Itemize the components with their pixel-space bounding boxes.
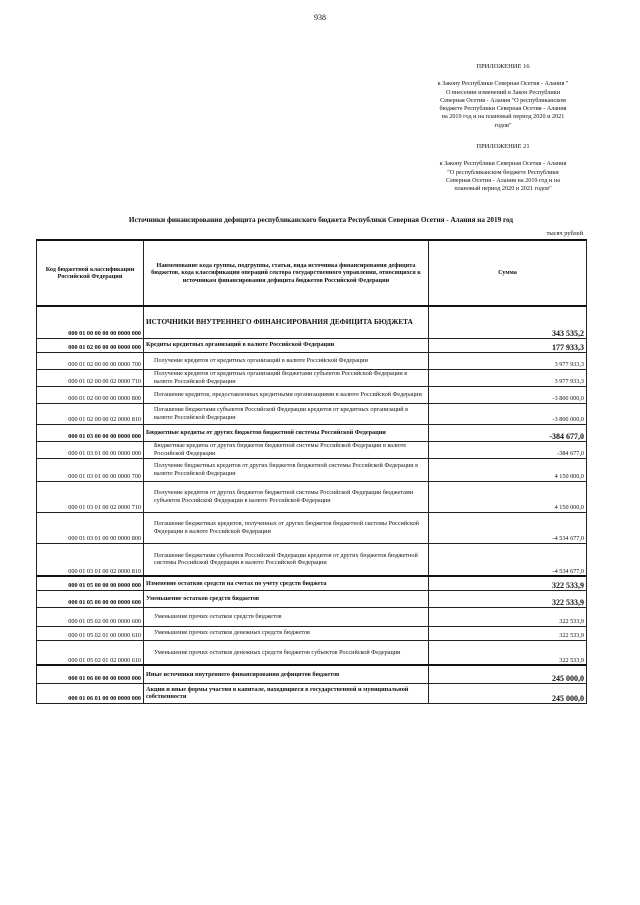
cell-sum: 4 150 000,0: [429, 481, 587, 512]
financing-sources-table: [36, 239, 587, 704]
appendix-line: "О республиканском бюджете Республики: [447, 168, 559, 176]
cell-name: Уменьшение прочих остатков денежных средств бюджетов: [144, 626, 429, 640]
header-sum: Сумма: [429, 240, 587, 306]
cell-code: 000 01 05 02 01 00 0000 610: [37, 626, 144, 640]
cell-name: Погашение бюджетных кредитов, полученных от других бюджетов бюджетной системы Российской Федерации в валюте Российской Федерации: [144, 512, 429, 543]
cell-sum: 3 977 933,3: [429, 352, 587, 369]
appendix-line: бюджете Республики Северная Осетия - Алания: [439, 105, 567, 113]
document-title: Источники финансирования дефицита республиканского бюджета Республики Северная Осетия - Алания на 2019 год: [128, 216, 514, 224]
cell-name: Получение бюджетных кредитов от других бюджетов бюджетной системы Российской Федерации в валюте Российской Федерации: [144, 458, 429, 481]
cell-sum: 3 977 933,3: [429, 369, 587, 386]
cell-sum: 343 535,2: [429, 306, 587, 338]
appendix-16-block: [418, 63, 588, 130]
cell-sum: 4 150 000,0: [429, 458, 587, 481]
table-row: [37, 369, 587, 386]
cell-name: Уменьшение прочих остатков денежных средств бюджетов субъектов Российской Федерации: [144, 640, 429, 665]
appendix-line: О внесении изменений в Закон Республики: [445, 88, 561, 96]
table-row: [37, 640, 587, 665]
appendix-16-heading: ПРИЛОЖЕНИЕ 16: [476, 63, 530, 70]
cell-sum: 322 533,9: [429, 590, 587, 607]
cell-code: 000 01 02 00 00 00 0000 000: [37, 338, 144, 352]
cell-code: 000 01 03 01 00 00 0000 000: [37, 441, 144, 458]
cell-sum: -3 800 000,0: [429, 403, 587, 424]
cell-code: 000 01 03 01 00 02 0000 710: [37, 481, 144, 512]
cell-name: Получение кредитов от кредитных организаций в валюте Российской Федерации: [144, 352, 429, 369]
table-body: [37, 306, 587, 703]
cell-sum: 245 000,0: [429, 665, 587, 683]
cell-name: Получение кредитов от кредитных организаций бюджетами субъектов Российской Федерации в валюте Российской Федерации: [144, 369, 429, 386]
page-number: 938: [314, 13, 326, 22]
header-code: Код бюджетной классификации Российской Федерации: [37, 240, 144, 306]
cell-code: 000 01 05 02 01 02 0000 610: [37, 640, 144, 665]
cell-code: 000 01 05 00 00 00 0000 000: [37, 576, 144, 590]
table-row: [37, 403, 587, 424]
cell-name: Бюджетные кредиты от других бюджетов бюджетной системы Российской Федерации в валюте Российской Федерации: [144, 441, 429, 458]
units-label: тысяч рублей: [546, 230, 583, 237]
cell-code: 000 01 02 00 00 02 0000 810: [37, 403, 144, 424]
cell-sum: 322 533,9: [429, 640, 587, 665]
cell-sum: 322 533,9: [429, 607, 587, 626]
table-row: [37, 512, 587, 543]
table-header-row: [37, 240, 587, 306]
cell-code: 000 01 03 01 00 02 0000 810: [37, 543, 144, 576]
table-row: [37, 424, 587, 441]
appendix-line: годов": [494, 121, 512, 129]
table-row: [37, 352, 587, 369]
appendix-21-heading: ПРИЛОЖЕНИЕ 21: [476, 143, 530, 150]
cell-code: 000 01 05 02 00 00 0000 600: [37, 607, 144, 626]
appendix-line: плановый период 2020 и 2021 годов": [454, 185, 552, 193]
cell-code: 000 01 02 00 00 00 0000 700: [37, 352, 144, 369]
cell-name: Уменьшение прочих остатков средств бюджетов: [144, 607, 429, 626]
table-row: [37, 306, 587, 338]
cell-sum: 322 533,9: [429, 626, 587, 640]
cell-code: 000 01 05 00 00 00 0000 600: [37, 590, 144, 607]
cell-name: Акции и иные формы участия в капитале, находящиеся в государственной и муниципальной собственности: [144, 683, 429, 703]
appendix-16-lines: [418, 80, 588, 130]
table-row: [37, 626, 587, 640]
header-name: Наименование кода группы, подгруппы, статьи, вида источника финансирования дефицита бюджетов, кода классификации операций сектора государственного управления, относящихся к источникам финансирования дефицита бюджетов Российской Федерации: [144, 240, 429, 306]
appendix-line: Северная Осетия - Алания "О республиканском: [440, 96, 566, 104]
cell-code: 000 01 02 00 00 02 0000 710: [37, 369, 144, 386]
cell-code: 000 01 03 01 00 00 0000 700: [37, 458, 144, 481]
cell-sum: 322 533,9: [429, 576, 587, 590]
cell-name: ИСТОЧНИКИ ВНУТРЕННЕГО ФИНАНСИРОВАНИЯ ДЕФИЦИТА БЮДЖЕТА: [144, 306, 429, 338]
appendix-line: Северная Осетия - Алания на 2019 год и на: [446, 176, 560, 184]
cell-code: 000 01 03 01 00 00 0000 800: [37, 512, 144, 543]
cell-name: Получение кредитов от других бюджетов бюджетной системы Российской Федерации бюджетами субъектов Российской Федерации в валюте Российской Федерации: [144, 481, 429, 512]
cell-name: Погашение бюджетами субъектов Российской Федерации кредитов от кредитных организаций в валюте Российской Федерации: [144, 403, 429, 424]
appendix-21-block: [418, 143, 588, 193]
table-row: [37, 481, 587, 512]
table-row: [37, 338, 587, 352]
table-row: [37, 458, 587, 481]
table-row: [37, 441, 587, 458]
table-row: [37, 665, 587, 683]
cell-code: 000 01 06 01 00 00 0000 000: [37, 683, 144, 703]
table-row: [37, 576, 587, 590]
cell-name: Погашение кредитов, предоставленных кредитными организациями в валюте Российской Федерации: [144, 386, 429, 403]
appendix-21-lines: [418, 160, 588, 193]
cell-name: Бюджетные кредиты от других бюджетов бюджетной системы Российской Федерации: [144, 424, 429, 441]
appendix-line: на 2019 год и на плановый период 2020 и 2021: [441, 113, 565, 121]
cell-name: Уменьшение остатков средств бюджетов: [144, 590, 429, 607]
cell-sum: 245 000,0: [429, 683, 587, 703]
cell-name: Погашение бюджетами субъектов Российской Федерации кредитов от других бюджетов бюджетной системы Российской Федерации в валюте Российской Федерации: [144, 543, 429, 576]
table-row: [37, 590, 587, 607]
cell-code: 000 01 03 00 00 00 0000 000: [37, 424, 144, 441]
table-row: [37, 607, 587, 626]
cell-sum: -3 800 000,0: [429, 386, 587, 403]
cell-code: 000 01 00 00 00 00 0000 000: [37, 306, 144, 338]
cell-sum: -384 677,0: [429, 424, 587, 441]
cell-sum: 177 933,3: [429, 338, 587, 352]
cell-sum: -384 677,0: [429, 441, 587, 458]
cell-code: 000 01 02 00 00 00 0000 800: [37, 386, 144, 403]
cell-code: 000 01 06 00 00 00 0000 000: [37, 665, 144, 683]
cell-name: Иные источники внутреннего финансирования дефицитов бюджетов: [144, 665, 429, 683]
table-row: [37, 386, 587, 403]
cell-sum: -4 534 677,0: [429, 543, 587, 576]
table-row: [37, 683, 587, 703]
cell-sum: -4 534 677,0: [429, 512, 587, 543]
cell-name: Кредиты кредитных организаций в валюте Российской Федерации: [144, 338, 429, 352]
appendix-line: к Закону Республики Северная Осетия - Алания ": [437, 80, 569, 88]
table-row: [37, 543, 587, 576]
cell-name: Изменение остатков средств на счетах по учету средств бюджета: [144, 576, 429, 590]
appendix-line: к Закону Республики Северная Осетия - Алания: [439, 160, 567, 168]
